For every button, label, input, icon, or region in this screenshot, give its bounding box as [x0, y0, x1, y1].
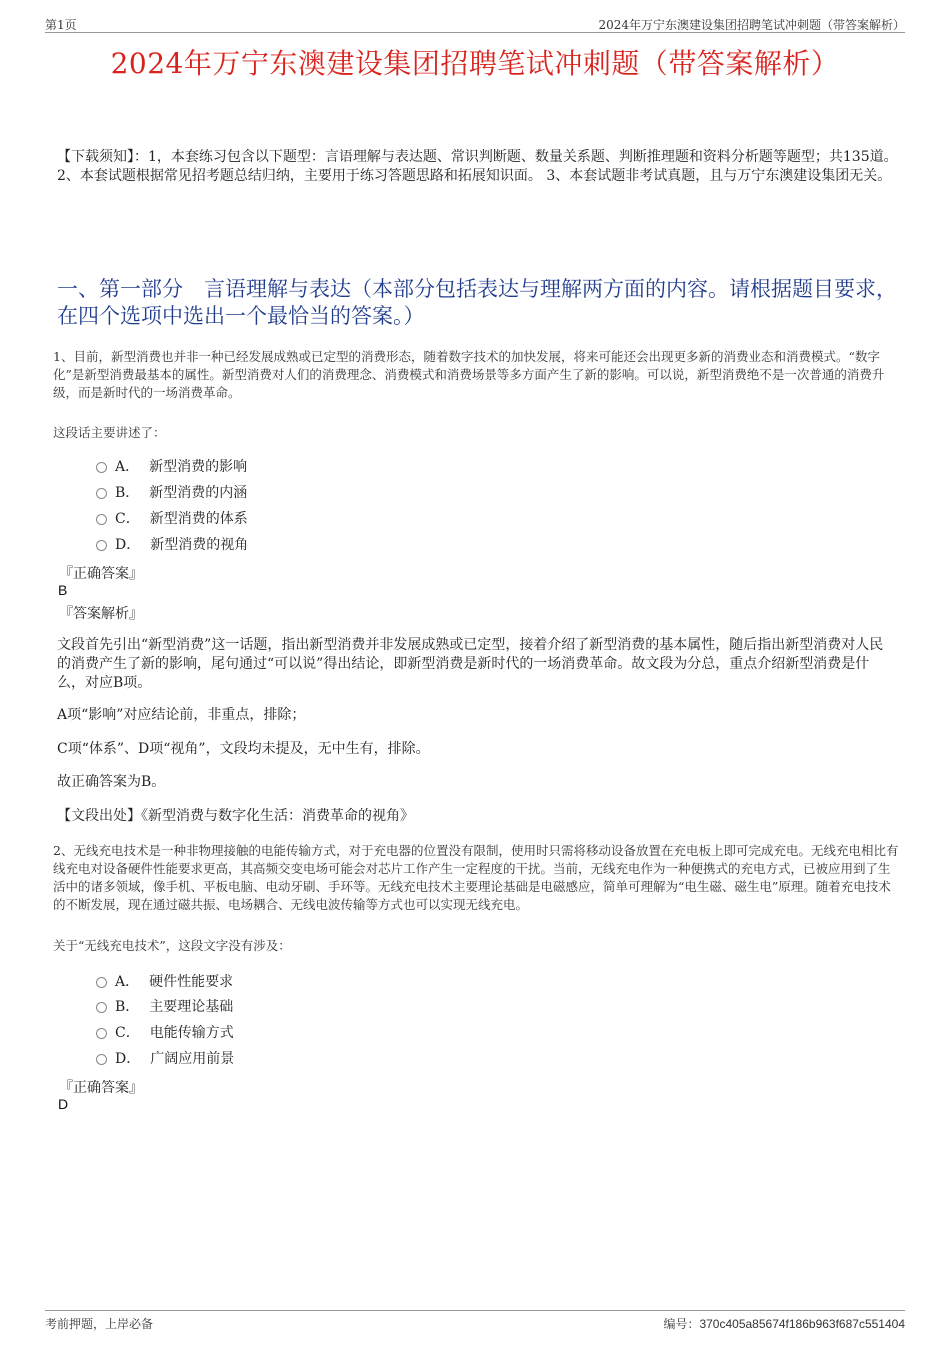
option-text: 电能传输方式	[149, 1025, 234, 1041]
option-letter: B．	[115, 485, 140, 501]
section-heading: 一、第一部分 言语理解与表达（本部分包括表达与理解两方面的内容。请根据题目要求，在四个选项中选出一个最恰当的答案。）	[57, 277, 897, 328]
q2-answer: D	[58, 1096, 69, 1112]
page-header	[45, 14, 905, 33]
q2-option-c[interactable]	[96, 1022, 234, 1042]
q1-answer: B	[58, 582, 68, 598]
radio-icon[interactable]	[96, 977, 107, 988]
page-number: 第1页	[45, 18, 77, 32]
option-letter: C．	[115, 1025, 140, 1041]
option-letter: A．	[115, 974, 140, 990]
q2-option-b[interactable]	[96, 996, 233, 1016]
download-notice: 【下载须知】：1，本套练习包含以下题型：言语理解与表达题、常识判断题、数量关系题、判断推理题和资料分析题等题型；共135道。 2、本套试题根据常见招考题总结归纳，主要用于练习答题思路和拓展知识面。 3、本套试题非考试真题，且与万宁东澳建设集团无关。	[57, 149, 898, 184]
footer-code	[663, 1315, 905, 1332]
radio-icon[interactable]	[96, 514, 107, 525]
radio-icon[interactable]	[96, 1028, 107, 1039]
option-text: 新型消费的内涵	[149, 485, 248, 501]
option-letter: D．	[115, 537, 141, 553]
q1-analysis-para: 故正确答案为B。	[57, 774, 166, 790]
option-letter: A．	[115, 459, 140, 475]
footer-code-label: 编号：	[663, 1317, 700, 1331]
q1-option-c[interactable]	[96, 508, 248, 528]
option-text: 新型消费的体系	[149, 511, 248, 527]
q1-stem: 1、目前，新型消费也并非一种已经发展成熟或已定型的消费形态，随着数字技术的加快发展，将来可能还会出现更多新的消费业态和消费模式。“数字化”是新型消费最基本的属性。新型消费对人们的消费理念、消费模式和消费场景等多方面产生了新的影响。可以说，新型消费绝不是一次普通的消费升级，而是新时代的一场消费革命。	[53, 349, 885, 400]
radio-icon[interactable]	[96, 540, 107, 551]
option-text: 主要理论基础	[149, 999, 234, 1015]
q1-answer-label: 『正确答案』	[59, 566, 143, 582]
radio-icon[interactable]	[96, 488, 107, 499]
q2-option-a[interactable]	[96, 971, 233, 991]
q2-option-d[interactable]	[96, 1048, 234, 1068]
q1-option-a[interactable]	[96, 456, 247, 476]
radio-icon[interactable]	[96, 462, 107, 473]
option-text: 硬件性能要求	[149, 974, 234, 990]
footer-code-value: 370c405a85674f186b963f687c551404	[699, 1317, 905, 1331]
q2-stem: 2、无线充电技术是一种非物理接触的电能传输方式，对于充电器的位置没有限制，使用时只需将移动设备放置在充电板上即可完成充电。无线充电相比有线充电对设备硬件性能要求更高，其高频交变电场可能会对芯片工作产生一定程度的干扰。当前，无线充电作为一种便携式的充电方式，已被应用到了生活中的诸多领域，像手机、平板电脑、电动牙刷、手环等。无线充电技术主要理论基础是电磁感应，简单可理解为“电生磁、磁生电”原理。随着充电技术的不断发展，现在通过磁共振、电场耦合、无线电波传输等方式也可以实现无线充电。	[53, 843, 899, 912]
q1-source: 【文段出处】《新型消费与数字化生活：消费革命的视角》	[57, 808, 414, 824]
q2-lead: 关于“无线充电技术”，这段文字没有涉及：	[53, 938, 291, 953]
page-footer	[45, 1310, 905, 1331]
option-text: 广阔应用前景	[150, 1051, 235, 1067]
radio-icon[interactable]	[96, 1054, 107, 1065]
radio-icon[interactable]	[96, 1002, 107, 1013]
option-letter: B．	[115, 999, 140, 1015]
option-text: 新型消费的视角	[150, 537, 249, 553]
q1-option-b[interactable]	[96, 482, 247, 502]
option-text: 新型消费的影响	[149, 459, 248, 475]
footer-slogan: 考前押题，上岸必备	[45, 1317, 154, 1331]
q1-analysis-para: 文段首先引出“新型消费”这一话题，指出新型消费并非发展成熟或已定型，接着介绍了新型消费的基本属性，随后指出新型消费对人民的消费产生了新的影响，尾句通过“可以说”得出结论，即新型消费是新时代的一场消费革命。故文段为分总，重点介绍新型消费是什么，对应B项。	[57, 637, 884, 691]
option-letter: C．	[115, 511, 140, 527]
q1-option-d[interactable]	[96, 534, 248, 554]
q1-lead: 这段话主要讲述了：	[53, 425, 166, 440]
page-title: 2024年万宁东澳建设集团招聘笔试冲刺题（带答案解析）	[110, 47, 840, 80]
q1-analysis-para: A项“影响”对应结论前，非重点，排除；	[57, 707, 306, 723]
option-letter: D．	[115, 1051, 141, 1067]
q2-answer-label: 『正确答案』	[59, 1080, 143, 1096]
q1-analysis-label: 『答案解析』	[59, 606, 143, 622]
header-doc-title: 2024年万宁东澳建设集团招聘笔试冲刺题（带答案解析）	[598, 18, 905, 32]
q1-analysis-para: C项“体系”、D项“视角”，文段均未提及，无中生有，排除。	[57, 741, 430, 757]
